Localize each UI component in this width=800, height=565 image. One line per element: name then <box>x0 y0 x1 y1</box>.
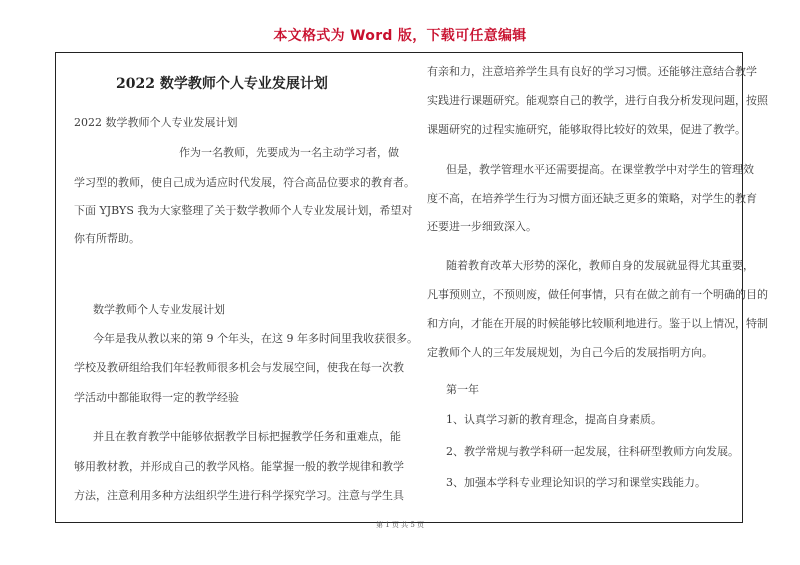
left-paragraph-line: 学习型的教师，使自己成为适应时代发展，符合高品位要求的教育者。 <box>74 176 415 189</box>
right-list-item: 2、教学常规与教学科研一起发展，往科研型教师方向发展。 <box>446 445 739 458</box>
right-paragraph-line: 课题研究的过程实施研究，能够取得比较好的效果，促进了教学。 <box>427 123 746 136</box>
right-paragraph-line: 有亲和力，注意培养学生具有良好的学习习惯。还能够注意结合教学 <box>427 65 757 78</box>
left-paragraph-line: 方法，注意利用多种方法组织学生进行科学探究学习。注意与学生具 <box>74 489 404 502</box>
left-paragraph-line: 今年是我从教以来的第 9 个年头，在这 9 年多时间里我收获很多。 <box>93 332 418 345</box>
right-paragraph-line: 和方向，才能在开展的时候能够比较顺利地进行。鉴于以上情况，特制 <box>427 317 768 330</box>
left-paragraph-line: 学活动中都能取得一定的教学经验 <box>74 391 239 404</box>
right-paragraph-line: 定教师个人的三年发展规划，为自己今后的发展指明方向。 <box>427 346 713 359</box>
right-paragraph-line: 度不高，在培养学生行为习惯方面还缺乏更多的策略，对学生的教育 <box>427 192 757 205</box>
right-paragraph-line: 但是，教学管理水平还需要提高。在课堂教学中对学生的管理效 <box>446 163 754 176</box>
right-list-item: 3、加强本学科专业理论知识的学习和课堂实践能力。 <box>446 476 706 489</box>
left-section-heading: 数学教师个人专业发展计划 <box>93 303 225 316</box>
page-number-footer: 第 1 页 共 5 页 <box>375 521 425 529</box>
left-paragraph-line: 学校及教研组给我们年轻教师很多机会与发展空间，使我在每一次教 <box>74 361 404 374</box>
left-paragraph-line: 够用教材教，并形成自己的教学风格。能掌握一般的教学规律和教学 <box>74 460 404 473</box>
right-paragraph-line: 还要进一步细致深入。 <box>427 220 537 233</box>
left-line-subtitle: 2022 数学教师个人专业发展计划 <box>74 116 238 129</box>
left-paragraph-line: 作为一名教师，先要成为一名主动学习者，做 <box>179 146 399 159</box>
right-paragraph-line: 实践进行课题研究。能观察自己的教学，进行自我分析发现问题，按照 <box>427 94 768 107</box>
left-paragraph-line: 你有所帮助。 <box>74 232 140 245</box>
left-paragraph-line: 下面 YJBYS 我为大家整理了关于数学教师个人专业发展计划，希望对 <box>74 204 413 217</box>
document-title: 2022 数学教师个人专业发展计划 <box>116 76 328 92</box>
right-paragraph-line: 凡事预则立，不预则废，做任何事情，只有在做之前有一个明确的目的 <box>427 288 768 301</box>
word-format-banner: 本文格式为 Word 版，下载可任意编辑 <box>273 28 527 44</box>
right-paragraph-line: 随着教育改革大形势的深化，教师自身的发展就显得尤其重要， <box>446 259 754 272</box>
left-paragraph-line: 并且在教育教学中能够依据教学目标把握教学任务和重难点，能 <box>93 430 401 443</box>
right-list-item: 1、认真学习新的教育理念，提高自身素质。 <box>446 413 662 426</box>
page-frame <box>55 52 768 523</box>
right-section-heading: 第一年 <box>446 383 479 396</box>
